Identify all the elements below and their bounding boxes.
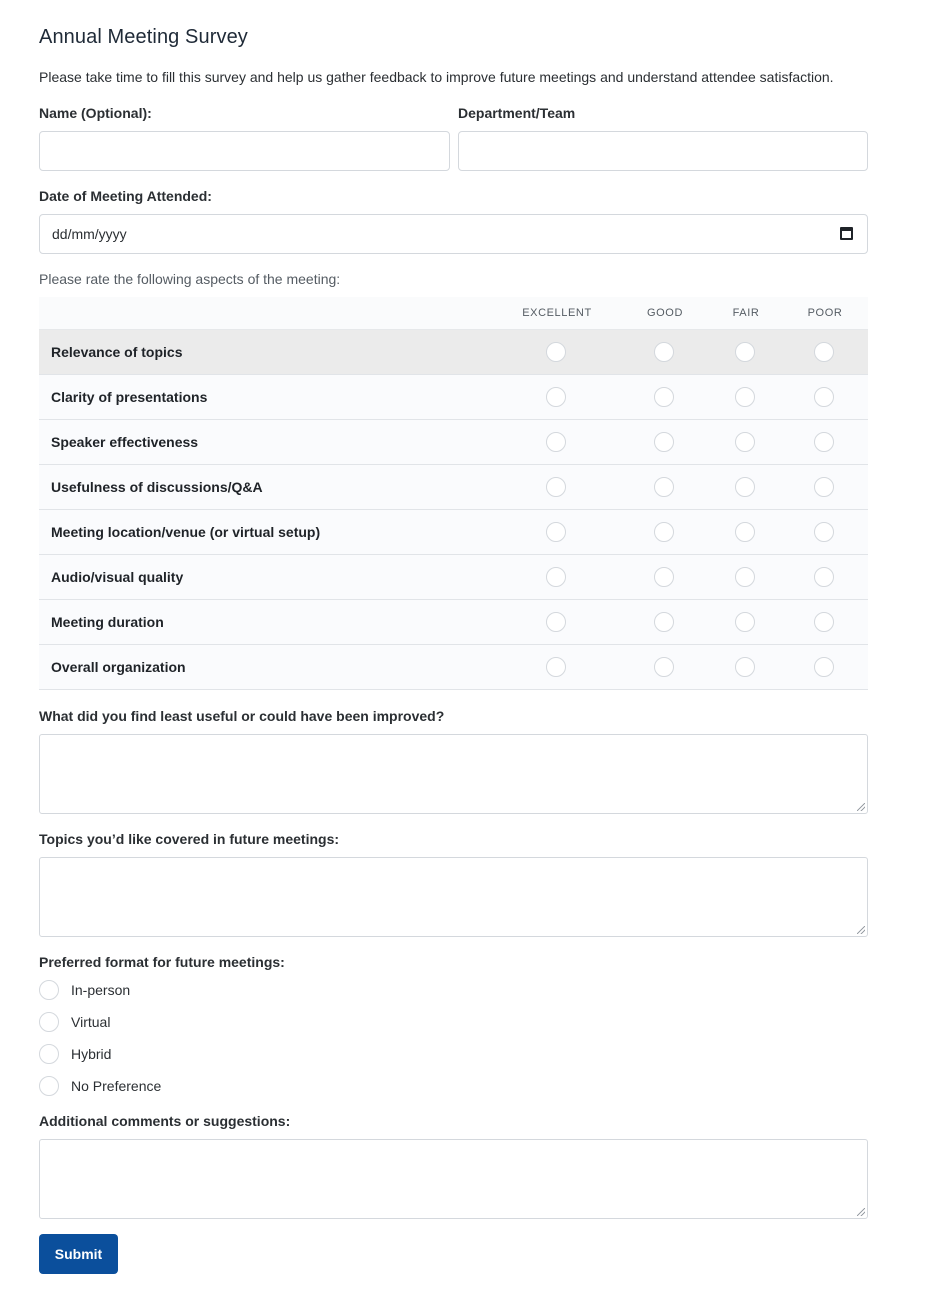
radio-button[interactable] [39,1012,59,1032]
rating-radio-poor[interactable] [814,522,834,542]
rating-radio-excellent[interactable] [546,477,566,497]
rating-row [39,555,868,600]
rating-row [39,330,868,375]
topics-label: Topics you’d like covered in future meetings: [39,831,340,847]
rating-radio-good[interactable] [654,522,674,542]
rating-row [39,645,868,690]
format-option-label: Virtual [71,1014,111,1030]
rating-row-label: Audio/visual quality [51,569,184,585]
least-useful-label: What did you find least useful or could have been improved? [39,708,445,724]
rating-radio-excellent[interactable] [546,432,566,452]
rating-row-label: Overall organization [51,659,186,675]
date-input[interactable] [39,214,868,254]
rating-radio-good[interactable] [654,432,674,452]
rating-radio-good[interactable] [654,387,674,407]
rating-radio-poor[interactable] [814,477,834,497]
rating-row-label: Relevance of topics [51,344,183,360]
rating-radio-fair[interactable] [735,522,755,542]
rating-radio-fair[interactable] [735,387,755,407]
rating-row [39,600,868,645]
rating-radio-poor[interactable] [814,432,834,452]
rating-radio-fair[interactable] [735,612,755,632]
rating-radio-excellent[interactable] [546,342,566,362]
rating-row-label: Speaker effectiveness [51,434,199,450]
rating-row [39,375,868,420]
date-placeholder: dd/mm/yyyy [52,226,127,242]
topics-textarea[interactable] [39,857,868,937]
rating-radio-excellent[interactable] [546,567,566,587]
radio-button[interactable] [39,1044,59,1064]
rating-radio-good[interactable] [654,567,674,587]
rating-radio-poor[interactable] [814,567,834,587]
submit-button[interactable]: Submit [39,1234,118,1274]
rating-radio-poor[interactable] [814,387,834,407]
least-useful-textarea[interactable] [39,734,868,814]
department-label: Department/Team [458,105,576,121]
rating-radio-fair[interactable] [735,342,755,362]
page-title: Annual Meeting Survey [39,26,248,48]
rating-radio-excellent[interactable] [546,612,566,632]
rating-row [39,510,868,555]
format-option-label: No Preference [71,1078,162,1094]
rating-radio-good[interactable] [654,612,674,632]
rating-radio-fair[interactable] [735,432,755,452]
rating-row [39,420,868,465]
comments-textarea[interactable] [39,1139,868,1219]
calendar-icon[interactable] [840,227,853,240]
rating-radio-poor[interactable] [814,612,834,632]
date-label: Date of Meeting Attended: [39,188,212,204]
resize-grip-icon[interactable] [857,926,865,934]
rating-radio-fair[interactable] [735,657,755,677]
rating-row-label: Meeting location/venue (or virtual setup) [51,524,321,540]
rating-radio-good[interactable] [654,342,674,362]
rating-radio-excellent[interactable] [546,387,566,407]
format-option-label: Hybrid [71,1046,112,1062]
col-header-excellent: EXCELLENT [522,307,592,319]
department-input[interactable] [458,131,868,171]
name-label: Name (Optional): [39,105,152,121]
format-label: Preferred format for future meetings: [39,954,285,970]
col-header-good: GOOD [646,307,684,319]
name-input[interactable] [39,131,450,171]
rating-row-label: Clarity of presentations [51,389,208,405]
rating-radio-fair[interactable] [735,567,755,587]
rating-radio-good[interactable] [654,657,674,677]
rating-radio-excellent[interactable] [546,522,566,542]
comments-label: Additional comments or suggestions: [39,1113,291,1129]
rating-row-label: Meeting duration [51,614,164,630]
rating-matrix [39,297,868,690]
rating-row-label: Usefulness of discussions/Q&A [51,479,263,495]
col-header-poor: POOR [807,307,843,319]
rating-radio-poor[interactable] [814,342,834,362]
col-header-fair: FAIR [732,307,760,319]
resize-grip-icon[interactable] [857,1208,865,1216]
radio-button[interactable] [39,980,59,1000]
rating-header [39,297,868,330]
radio-button[interactable] [39,1076,59,1096]
rating-radio-excellent[interactable] [546,657,566,677]
resize-grip-icon[interactable] [857,803,865,811]
intro-text: Please take time to fill this survey and help us gather feedback to improve future meetings and understand attendee satisfaction. [39,69,834,85]
rating-row [39,465,868,510]
rating-radio-good[interactable] [654,477,674,497]
rating-prompt: Please rate the following aspects of the meeting: [39,271,341,287]
format-option-label: In-person [71,982,131,998]
rating-radio-poor[interactable] [814,657,834,677]
rating-radio-fair[interactable] [735,477,755,497]
